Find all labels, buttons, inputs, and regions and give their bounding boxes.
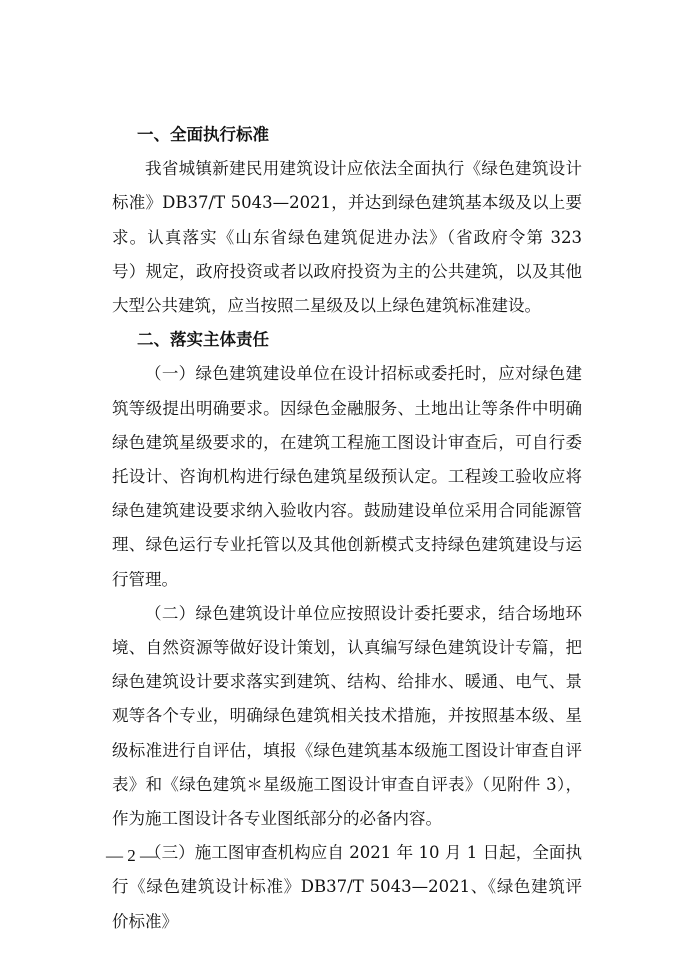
- section-2-paragraph-3: （三）施工图审查机构应自 2021 年 10 月 1 日起，全面执行《绿色建筑设计标准》DB37/T 5043—2021、《绿色建筑评价标准》: [112, 843, 582, 931]
- document-body: [112, 118, 582, 939]
- section-heading-2: 二、落实主体责任: [137, 330, 269, 350]
- section-2-paragraph-2: （二）绿色建筑设计单位应按照设计委托要求，结合场地环境、自然资源等做好设计策划，认真编写绿色建筑设计专篇，把绿色建筑设计要求落实到建筑、结构、给排水、暖通、电气、景观等各个专业，明确绿色建筑相关技术措施，并按照基本级、星级标准进行自评估，填报《绿色建筑基本级施工图设计审查自评表》和《绿色建筑＊星级施工图设计审查自评表》（见附件 3），作为施工图设计各专业图纸部分的必备内容。: [112, 603, 582, 829]
- section-2-paragraph-1: （一）绿色建筑建设单位在设计招标或委托时，应对绿色建筑等级提出明确要求。因绿色金融服务、土地出让等条件中明确绿色建筑星级要求的，在建筑工程施工图设计审查后，可自行委托设计、咨询机构进行绿色建筑星级预认定。工程竣工验收应将绿色建筑建设要求纳入验收内容。鼓励建设单位采用合同能源管理、绿色运行专业托管以及其他创新模式支持绿色建筑建设与运行管理。: [112, 364, 582, 589]
- section-heading-1: 一、全面执行标准: [137, 125, 269, 144]
- section-1-paragraph-1: 我省城镇新建民用建筑设计应依法全面执行《绿色建筑设计标准》DB37/T 5043—2021，并达到绿色建筑基本级及以上要求。认真落实《山东省绿色建筑促进办法》（省政府令第 323 号）规定，政府投资或者以政府投资为主的公共建筑，以及其他大型公共建筑，应当按照二星级及以上绿色建筑标准建设。: [112, 159, 582, 316]
- page-number: — 2 —: [106, 846, 157, 865]
